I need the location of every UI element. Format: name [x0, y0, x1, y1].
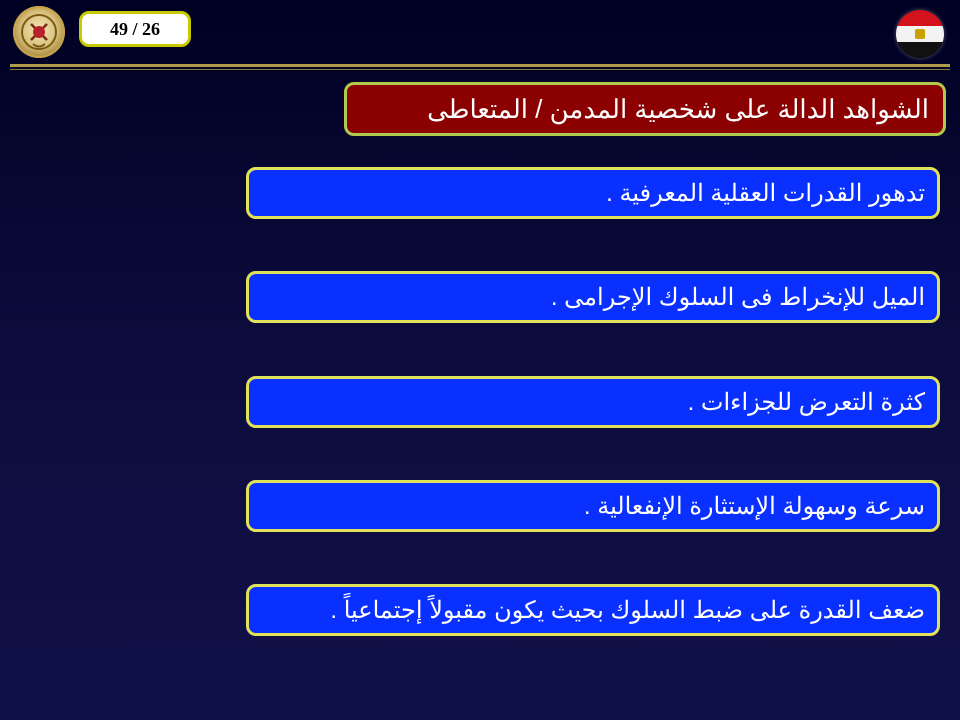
list-item-text: كثرة التعرض للجزاءات . [687, 388, 925, 416]
list-item-text: ضعف القدرة على ضبط السلوك بحيث يكون مقبولاً إجتماعياً . [330, 596, 925, 624]
police-emblem-icon [13, 6, 65, 58]
list-item-text: تدهور القدرات العقلية المعرفية . [606, 179, 925, 207]
list-item [246, 271, 940, 323]
list-item [246, 584, 940, 636]
list-item [246, 167, 940, 219]
list-item-text: الميل للإنخراط فى السلوك الإجرامى . [550, 283, 925, 311]
egypt-flag-icon [896, 10, 944, 58]
list-item-text: سرعة وسهولة الإستثارة الإنفعالية . [583, 492, 925, 520]
slide-title [344, 82, 946, 136]
slide-title-text: الشواهد الدالة على شخصية المدمن / المتعاطى [427, 93, 929, 124]
list-item [246, 480, 940, 532]
list-item [246, 376, 940, 428]
header-divider [10, 64, 950, 67]
page-counter: 49 / 26 [79, 11, 191, 47]
header-divider-thin [10, 69, 950, 70]
